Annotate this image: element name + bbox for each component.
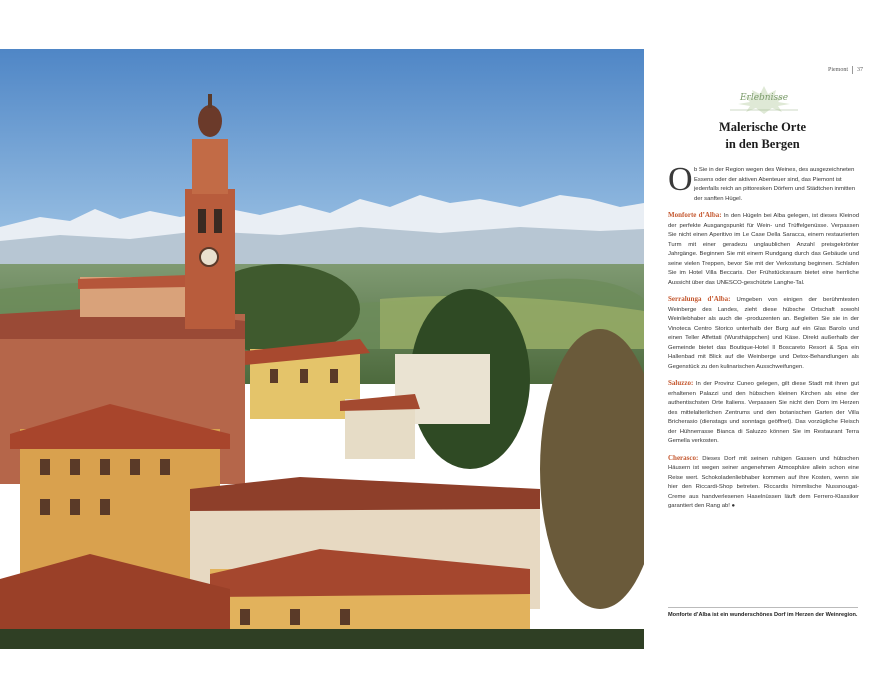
photo-monforte-dalba [0,49,644,649]
title-line-1: Malerische Orte [718,120,807,134]
article-body [668,161,860,519]
section-text: Umgeben von einigen der berühmtesten Weinberge des Landes, zieht diese hübsche Ortschaft sowohl Weinliebhaber als auch die -produzenten an. Begleiten Sie sie in der Vinoteca Centro Storico unterhalb der Burg auf ein Glas Barolo und einen Teller Affettati (Wursthäppchen) und Käse. Direkt außerhalb der Gemeinde bietet das Boutique-Hotel Il Boscareto Resort & Spa ein Hallenbad mit Blick auf die Weinberge und Detox-Behandlungen als Gegenstück zu den kulinarischen Ausschweifungen. [668,297,859,370]
place-name: Cherasco: [668,453,699,462]
caption-divider [668,607,858,608]
dropcap: O [668,161,693,198]
intro-text: b Sie in der Region wegen des Weines, des ausgezeichneten Essens oder der aktiven Abenteuer sind, das Piemont ist jedenfalls reich an pittoresken Dörfern und Städtchen inmitten der sanften Hügel. [694,167,856,202]
section-text: In den Hügeln bei Alba gelegen, ist dieses Kleinod der perfekte Ausgangspunkt für Wein- und Trüffelgenüsse. Verpassen Sie nicht einen Aperitivo im Le Case Della Saracca, einem restaurierten Turm mit einer geradezu unglaublichen Anzahl preisgekrönter Jahrgänge. Beginnen Sie mit einem Rundgang durch das Gebäude und seine vielen Treppen, bevor Sie mit der Verkostung beginnen. Schlafen Sie im Hotel Villa Beccaris. Der Frühstücksraum bietet eine herrliche Aussicht über das UNESCO-geschützte Langhe-Tal. [668,213,860,286]
running-head-section: Piemont [827,67,848,73]
page-title [662,119,863,153]
place-name: Monforte d’Alba: [668,211,722,219]
section-paragraph [668,211,859,288]
section-paragraph [668,379,859,447]
place-name: Serralunga d’Alba: [668,295,731,303]
intro-paragraph [668,161,859,204]
section-paragraph [668,295,859,372]
section-paragraph [668,454,859,512]
section-text: Dieses Dorf mit seinen ruhigen Gassen und hübschen Häusern ist wegen seiner angenehmen Atmosphäre allein schon eine Reise wert. Schokoladenliebhaber kommen auf ihre Kosten, wenn sie hier den Riccardi-Shop betreten. Riccardis himmlische Nussnougat-Creme aus handverlesenen Haselnüssen läuft dem Ferrero-Klassiker garantiert den Rang ab! ● [668,455,859,509]
place-name: Saluzzo: [668,379,694,387]
page-number: 37 [857,67,863,73]
running-head [828,66,863,74]
text-page [652,49,873,649]
running-head-divider [852,66,853,74]
photo-caption: Monforte d’Alba ist ein wunderschönes Dorf im Herzen der Weinregion. [668,612,858,618]
title-line-2: in den Bergen [725,137,800,151]
landscape-illustration [0,49,644,649]
ornament-label: Erlebnisse [739,93,789,103]
section-ornament [724,84,804,116]
section-text: In der Provinz Cuneo gelegen, gilt diese Stadt mit ihren gut erhaltenen Palazzi und den hübschen kleinen Kirchen als eine der authentischsten Orte Italiens. Verpassen Sie nicht den Dom im Herzen des mittelalterlichen Zentrums und den botanischen Garten der Villa Bricherasio (dienstags und sonntags geöffnet). Das vorzügliche Fleisch der Hühnerrasse Bianca di Saluzzo können Sie im Restaurant Terra Gemella verkosten. [668,381,859,444]
